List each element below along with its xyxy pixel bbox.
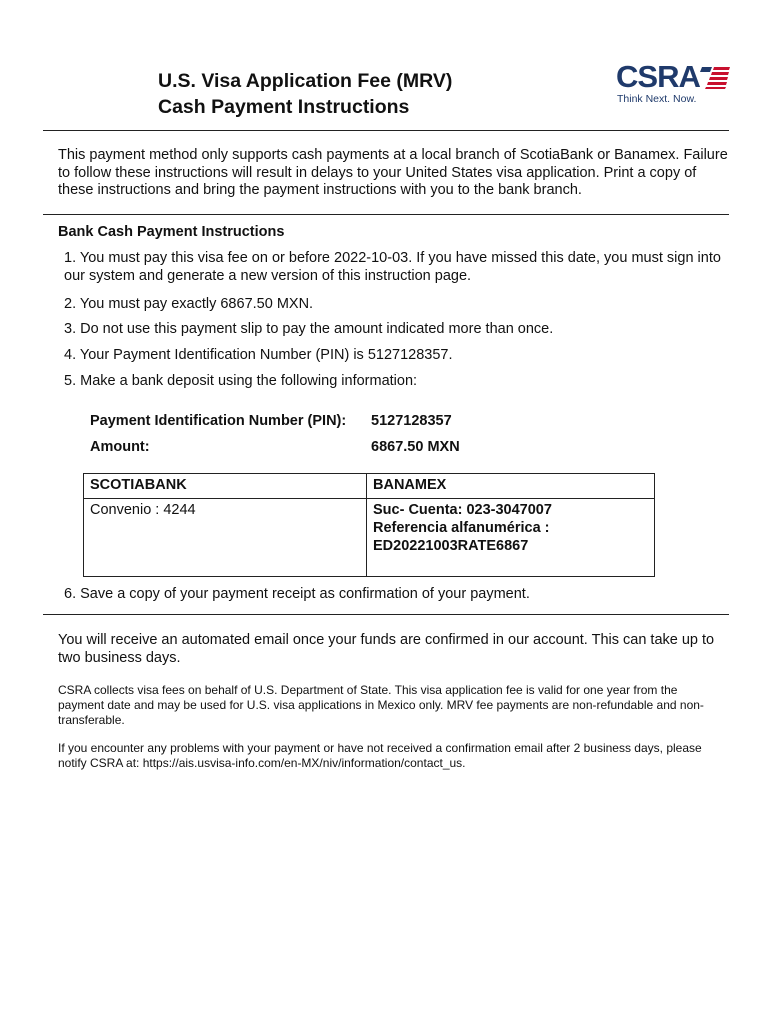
table-row (84, 499, 655, 577)
banamex-account: Suc- Cuenta: 023-3047007 (373, 502, 552, 518)
intro-paragraph: This payment method only supports cash payments at a local branch of ScotiaBank or Banamex. Failure to follow these instructions will result in delays to your United States visa application. Print a copy of these instructions and bring the payment instructions with you to the bank branch. (58, 147, 728, 198)
instruction-item: 5. Make a bank deposit using the following information: (64, 373, 418, 389)
pin-label: Payment Identification Number (PIN): (90, 413, 347, 429)
instruction-item: 1. You must pay this visa fee on or before 2022-10-03. If you have missed this date, you must sign into our system and generate a new version of this instruction page. (64, 250, 721, 284)
instruction-item: 6. Save a copy of your payment receipt as confirmation of your payment. (64, 586, 530, 602)
confirmation-paragraph: You will receive an automated email once your funds are confirmed in our account. This can take up to two business days. (58, 632, 715, 666)
divider (43, 214, 729, 215)
title-line-1: U.S. Visa Application Fee (MRV) (158, 70, 453, 92)
page-title (158, 68, 452, 120)
csra-logo (614, 60, 732, 110)
flag-icon (700, 67, 730, 89)
title-line-2: Cash Payment Instructions (158, 96, 410, 118)
instructions-heading: Bank Cash Payment Instructions (58, 224, 285, 240)
amount-label: Amount: (90, 439, 150, 455)
bank-details-table (83, 473, 655, 577)
contact-paragraph: If you encounter any problems with your payment or have not received a confirmation email after 2 business days, please notify CSRA at: https://ais.usvisa-info.com/en-MX/niv/information/contact_us. (58, 741, 702, 770)
divider (43, 614, 729, 615)
instruction-item: 2. You must pay exactly 6867.50 MXN. (64, 296, 314, 312)
scotiabank-header: SCOTIABANK (84, 474, 367, 499)
table-header-row (84, 474, 655, 499)
banamex-reference-label: Referencia alfanumérica : (373, 520, 550, 536)
logo-tagline: Think Next. Now. (617, 93, 697, 105)
amount-value: 6867.50 MXN (371, 439, 460, 455)
banamex-header: BANAMEX (367, 474, 655, 499)
disclaimer-paragraph: CSRA collects visa fees on behalf of U.S. Department of State. This visa application fee is valid for one year from the payment date and may be used for U.S. visa applications in Mexico only. MRV fee payments are non-refundable and non-transferable. (58, 683, 704, 727)
banamex-reference-value: ED20221003RATE6867 (373, 538, 529, 554)
logo-wordmark: CSRA (616, 59, 700, 94)
banamex-details (367, 499, 655, 577)
instruction-item: 4. Your Payment Identification Number (PIN) is 5127128357. (64, 347, 453, 363)
pin-value: 5127128357 (371, 413, 452, 429)
scotiabank-convenio: Convenio : 4244 (84, 499, 367, 577)
instruction-item: 3. Do not use this payment slip to pay the amount indicated more than once. (64, 321, 554, 337)
divider (43, 130, 729, 131)
